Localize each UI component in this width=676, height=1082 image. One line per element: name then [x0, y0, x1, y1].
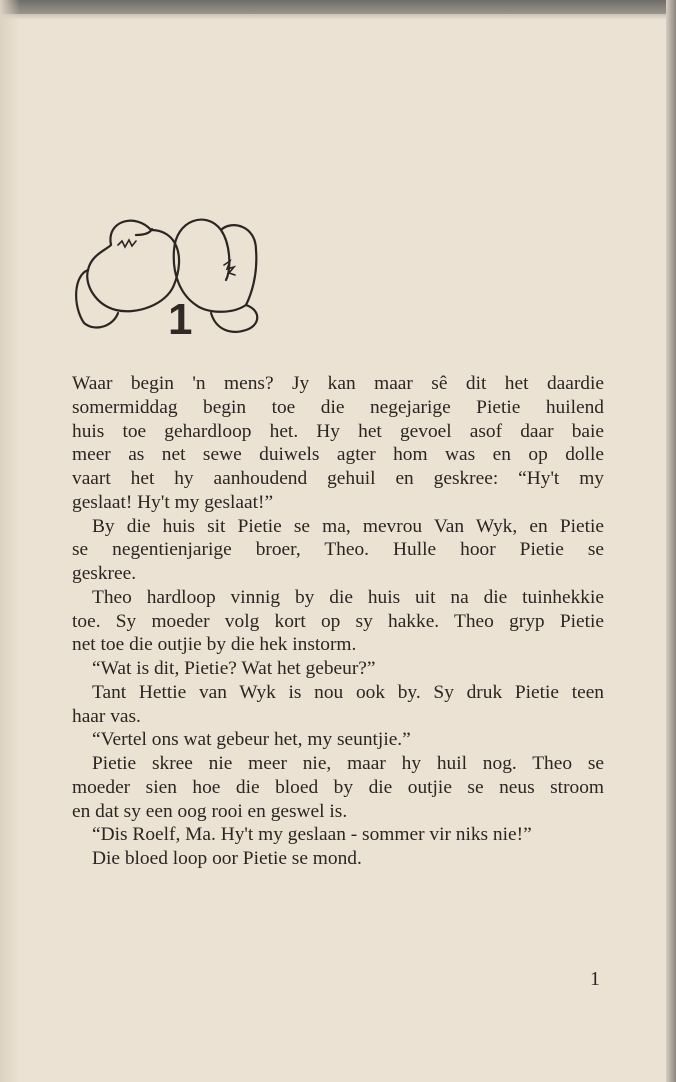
- paragraph: [72, 657, 604, 681]
- body-text: [72, 372, 604, 871]
- text-line: Theo hardloop vinnig by die huis uit na die tuinhekkie: [92, 586, 604, 608]
- paragraph: [72, 823, 604, 847]
- text-line: moeder sien hoe die bloed by die outjie se neus stroom: [72, 776, 604, 798]
- text-line: “Dis Roelf, Ma. Hy't my geslaan - sommer vir niks nie!”: [92, 824, 532, 846]
- text-line: huis toe gehardloop het. Hy het gevoel asof daar baie: [72, 420, 604, 442]
- paragraph: [72, 752, 604, 823]
- scan-edge-right: [666, 0, 676, 1082]
- paragraph: [72, 847, 604, 871]
- text-line: By die huis sit Pietie se ma, mevrou Van Wyk, en Pietie: [92, 515, 604, 537]
- text-line: en dat sy een oog rooi en geswel is.: [72, 800, 348, 822]
- text-line: Die bloed loop oor Pietie se mond.: [92, 848, 362, 869]
- paragraph: [72, 586, 604, 657]
- page-number: 1: [590, 968, 600, 990]
- text-line: somermiddag begin toe die negejarige Pietie huilend: [72, 396, 604, 418]
- text-line: toe. Sy moeder volg kort op sy hakke. Theo gryp Pietie: [72, 610, 604, 632]
- text-line: Pietie skree nie meer nie, maar hy huil nog. Theo se: [92, 753, 604, 774]
- scan-shadow-top: [0, 14, 676, 20]
- paragraph: [72, 515, 604, 586]
- text-line: Tant Hettie van Wyk is nou ook by. Sy druk Pietie teen: [92, 681, 604, 703]
- paragraph: [72, 681, 604, 729]
- text-line: Waar begin 'n mens? Jy kan maar sê dit het daardie: [72, 373, 604, 394]
- text-line: geslaat! Hy't my geslaat!”: [72, 491, 274, 513]
- text-line: haar vas.: [72, 705, 141, 727]
- paragraph: [72, 728, 604, 752]
- paragraph: [72, 372, 604, 515]
- text-line: meer as net sewe duiwels agter hom was en op dolle: [72, 444, 604, 466]
- text-line: “Wat is dit, Pietie? Wat het gebeur?”: [92, 658, 376, 679]
- text-line: se negentienjarige broer, Theo. Hulle hoor Pietie se: [72, 539, 604, 561]
- text-line: geskree.: [72, 563, 137, 584]
- text-line: vaart het hy aanhoudend gehuil en geskree: “Hy't my: [72, 468, 604, 489]
- scan-edge-top: [0, 0, 676, 14]
- text-line: “Vertel ons wat gebeur het, my seuntjie.”: [92, 729, 411, 751]
- text-line: net toe die outjie by die hek instorm.: [72, 634, 357, 656]
- chapter-number: 1: [168, 295, 193, 344]
- page-gutter-shade: [0, 0, 20, 1082]
